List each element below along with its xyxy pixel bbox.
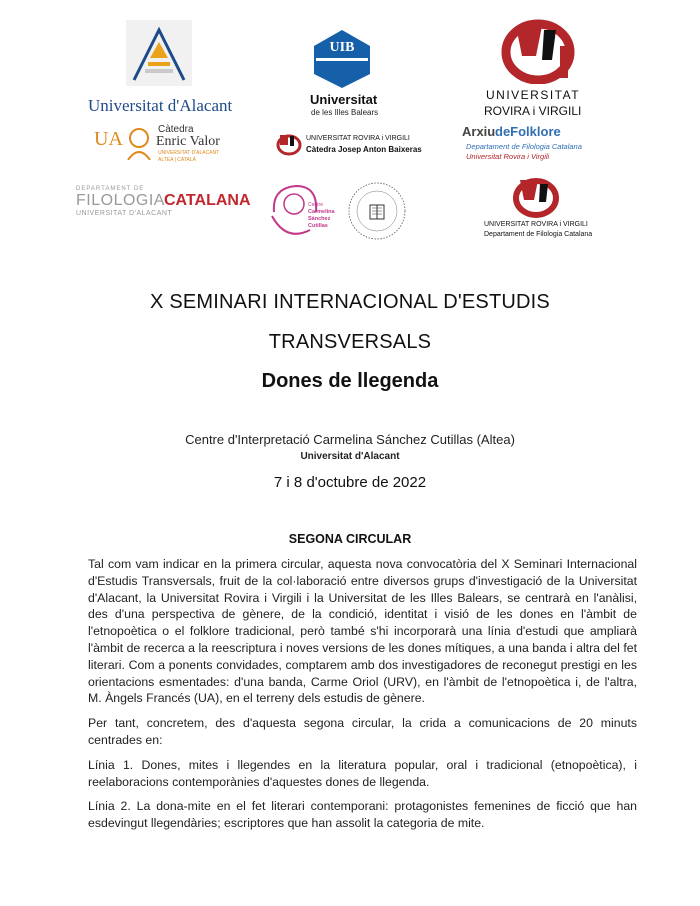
paragraph-line2: Línia 2. La dona-mite en el fet literari contemporani: protagonistes femenines de ficció que han esdevingut llegendàries; escriptores que han assolit la categoria de mite. [88, 799, 637, 831]
catedra-sub2: ALTEA | CATALÀ [158, 157, 196, 163]
uib-badge: UIB [329, 40, 355, 55]
urv-filologia-line2: Departament de Filologia Catalana [484, 231, 593, 238]
enric-valor-portrait-icon [126, 126, 152, 160]
urv-logo [474, 16, 604, 120]
arxiu-sub2: Universitat Rovira i Virgili [466, 152, 550, 161]
uib-logo [296, 28, 406, 120]
paragraph-intro: Tal com vam indicar en la primera circular, aquesta nova convocatòria del X Seminari Internacional d'Estudis Transversals, fruit de la col·laboració entre diversos grups d'investigació de la Universitat d'Alacant, la Universitat Rovira i Virgili i la Universitat de les Illes Balears, se centrarà en l'anàlisi, des d'una perspectiva de gènere, de la condició, identitat i visió de les dones en l'àmbit de l'etnopoètica o el folklore tradicional, però també s'hi incorporarà una línia d'estudi que ampliarà l'àmbit de recerca a la reescriptura i noves versions de les dones mítiques, a una banda i altra del fet literari. Com a ponents convidades, comptarem amb dos investigadores de reconegut prestigi en les orientacions esmentades: d'una banda, Carme Oriol (URV), en l'àmbit de l'etnopoètica i, de l'altra, M. Àngels Francés (UA), en el terreny dels estudis de gènere. [88, 557, 637, 706]
urv-baixeras-logo [274, 132, 434, 160]
paragraph-call: Per tant, concretem, des d'aquesta segona circular, la crida a comunicacions de 20 minuts centrades en: [88, 716, 637, 747]
urv-emblem-icon [496, 16, 576, 84]
arxiu-folklore-logo [462, 124, 602, 164]
subtitle: Dones de llegenda [261, 370, 439, 392]
arxiu-sub1: Departament de Filologia Catalana [466, 142, 582, 151]
urv-filologia-logo [480, 176, 600, 240]
section-title: SEGONA CIRCULAR [288, 532, 412, 546]
catedra-label: Càtedra [158, 124, 194, 135]
body-text [88, 556, 637, 840]
book-seal-icon [346, 180, 408, 242]
filo-part2: CATALANA [164, 192, 251, 209]
dates: 7 i 8 d'octubre de 2022 [273, 474, 427, 491]
carmelina-text4: Cutillas [308, 223, 328, 229]
urv-small-emblem-icon [274, 132, 302, 156]
filologia-catalana-ua-logo [76, 186, 251, 222]
title-line1: X SEMINARI INTERNACIONAL D'ESTUDIS [150, 291, 550, 313]
ua-name: Universitat d'Alacant [88, 96, 233, 115]
catedra-ua: UA [94, 128, 123, 150]
carmelina-text1: Centre [308, 202, 324, 208]
seal-logo [346, 180, 408, 242]
catedra-enric-valor-logo [94, 122, 234, 164]
venue-org: Universitat d'Alacant [300, 451, 400, 462]
paragraph-line1: Línia 1. Dones, mites i llegendes en la literatura popular, oral i tradicional (etnopoètica), i reelaboracions contemporànies d'aquestes dones de llegenda. [88, 757, 637, 789]
urv-baixeras-line2: Càtedra Josep Anton Baixeras [306, 145, 422, 154]
arxiu-part1: Arxiu [462, 124, 496, 139]
venue: Centre d'Interpretació Carmelina Sánchez Cutillas (Altea) [185, 432, 515, 447]
catedra-name: Enric Valor [156, 134, 220, 149]
ua-logo [88, 20, 238, 115]
carmelina-logo [266, 182, 344, 246]
filo-part1: FILOLOGIA [76, 192, 165, 209]
ua-emblem-icon [126, 20, 192, 86]
filo-sub: UNIVERSITAT D'ALACANT [76, 210, 173, 217]
carmelina-text2: Carmelina [308, 209, 335, 215]
uib-name: Universitat [310, 92, 378, 107]
filo-dept: DEPARTAMENT DE [76, 186, 145, 192]
urv-medium-emblem-icon [506, 176, 562, 218]
carmelina-text3: Sánchez [308, 216, 331, 222]
catedra-sub1: UNIVERSITAT D'ALACANT [158, 150, 220, 156]
urv-line1: UNIVERSITAT [486, 88, 581, 102]
urv-line2: ROVIRA i VIRGILI [484, 104, 582, 118]
uib-emblem-icon [310, 28, 374, 90]
title-line2: TRANSVERSALS [268, 331, 432, 353]
urv-baixeras-line1: UNIVERSITAT ROVIRA i VIRGILI [306, 135, 410, 142]
arxiu-part2: deFolklore [495, 124, 561, 139]
urv-filologia-line1: UNIVERSITAT ROVIRA i VIRGILI [484, 221, 588, 228]
uib-sub: de les Illes Balears [311, 108, 379, 117]
